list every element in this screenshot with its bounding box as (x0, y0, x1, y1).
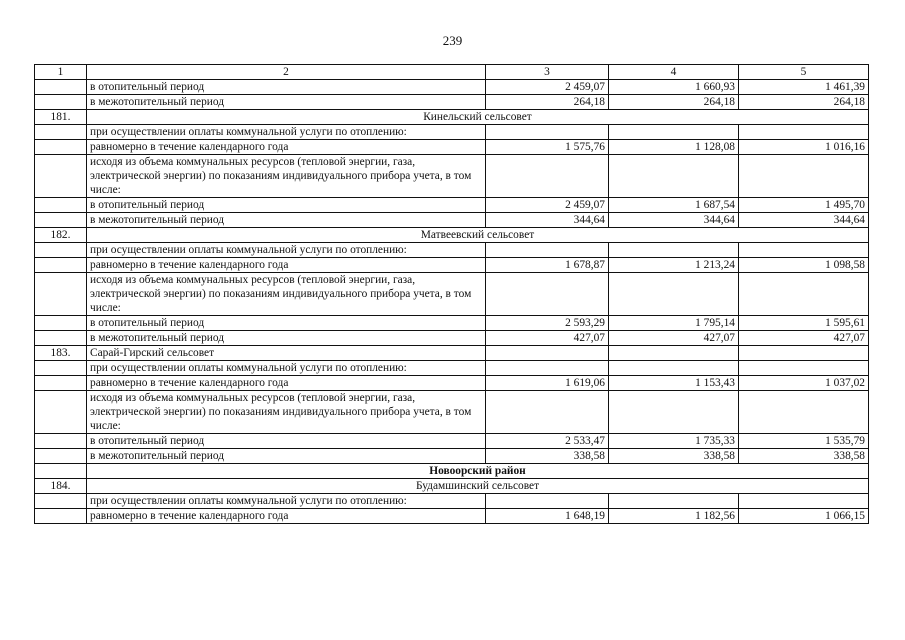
row-label: в отопительный период (87, 316, 486, 331)
row-index (35, 376, 87, 391)
value-col-5: 1 098,58 (739, 258, 869, 273)
row-index (35, 140, 87, 155)
table-row (35, 213, 869, 228)
table-row (35, 125, 869, 140)
row-index (35, 258, 87, 273)
value-col-3: 1 648,19 (486, 509, 609, 524)
section-title: Матвеевский сельсовет (87, 228, 869, 243)
value-col-4: 1 128,08 (609, 140, 739, 155)
row-index (35, 273, 87, 316)
value-col-4: 344,64 (609, 213, 739, 228)
table-row (35, 434, 869, 449)
value-col-4: 1 182,56 (609, 509, 739, 524)
table-row (35, 243, 869, 258)
row-label: при осуществлении оплаты коммунальной услуги по отоплению: (87, 361, 486, 376)
value-col-4: 264,18 (609, 95, 739, 110)
row-label: исходя из объема коммунальных ресурсов (тепловой энергии, газа, электрической энергии) по показаниям индивидуального прибора учета, в том числе: (87, 391, 486, 434)
row-label: в межотопительный период (87, 213, 486, 228)
value-col-3: 338,58 (486, 449, 609, 464)
row-index (35, 125, 87, 140)
row-index (35, 434, 87, 449)
table-row (35, 316, 869, 331)
value-col-3: 2 533,47 (486, 434, 609, 449)
value-col-5: 1 461,39 (739, 80, 869, 95)
header-col-4: 4 (609, 65, 739, 80)
row-index (35, 95, 87, 110)
row-index (35, 361, 87, 376)
value-col-3: 1 575,76 (486, 140, 609, 155)
value-col-5 (739, 243, 869, 258)
value-col-3: 427,07 (486, 331, 609, 346)
row-label: равномерно в течение календарного года (87, 509, 486, 524)
value-col-5: 264,18 (739, 95, 869, 110)
table-row (35, 494, 869, 509)
row-index (35, 331, 87, 346)
value-col-3 (486, 273, 609, 316)
row-index (35, 198, 87, 213)
row-index (35, 316, 87, 331)
value-col-5: 1 495,70 (739, 198, 869, 213)
row-index: 181. (35, 110, 87, 125)
table-body (35, 80, 869, 524)
value-col-5 (739, 346, 869, 361)
value-col-3: 2 459,07 (486, 80, 609, 95)
table-row (35, 361, 869, 376)
header-row (35, 65, 869, 80)
value-col-5 (739, 155, 869, 198)
value-col-5 (739, 391, 869, 434)
row-label: при осуществлении оплаты коммунальной услуги по отоплению: (87, 243, 486, 258)
value-col-4: 1 660,93 (609, 80, 739, 95)
row-label: Сарай-Гирский сельсовет (87, 346, 486, 361)
value-col-4 (609, 125, 739, 140)
value-col-5: 338,58 (739, 449, 869, 464)
row-index (35, 449, 87, 464)
row-label: равномерно в течение календарного года (87, 258, 486, 273)
table-row (35, 258, 869, 273)
table-row (35, 376, 869, 391)
row-index (35, 464, 87, 479)
section-row (35, 228, 869, 243)
value-col-4 (609, 273, 739, 316)
value-col-4 (609, 391, 739, 434)
value-col-3: 1 678,87 (486, 258, 609, 273)
value-col-4 (609, 361, 739, 376)
row-label: в отопительный период (87, 434, 486, 449)
section-title: Будамшинский сельсовет (87, 479, 869, 494)
row-index: 184. (35, 479, 87, 494)
table-row (35, 273, 869, 316)
value-col-3 (486, 155, 609, 198)
row-index (35, 391, 87, 434)
value-col-3: 264,18 (486, 95, 609, 110)
value-col-5 (739, 125, 869, 140)
row-index (35, 155, 87, 198)
value-col-3: 2 593,29 (486, 316, 609, 331)
district-row (35, 464, 869, 479)
header-col-2: 2 (87, 65, 486, 80)
value-col-3 (486, 494, 609, 509)
district-title: Новоорский район (87, 464, 869, 479)
value-col-5 (739, 273, 869, 316)
value-col-4: 427,07 (609, 331, 739, 346)
value-col-5: 1 535,79 (739, 434, 869, 449)
row-label: в отопительный период (87, 80, 486, 95)
value-col-4 (609, 346, 739, 361)
page-number: 239 (442, 33, 463, 48)
table-row (35, 80, 869, 95)
value-col-3 (486, 346, 609, 361)
row-index (35, 213, 87, 228)
value-col-5: 1 595,61 (739, 316, 869, 331)
row-label: в отопительный период (87, 198, 486, 213)
table-row (35, 391, 869, 434)
value-col-4 (609, 155, 739, 198)
header-col-3: 3 (486, 65, 609, 80)
row-index (35, 243, 87, 258)
value-col-5: 344,64 (739, 213, 869, 228)
value-col-4: 1 795,14 (609, 316, 739, 331)
row-label: исходя из объема коммунальных ресурсов (тепловой энергии, газа, электрической энергии) по показаниям индивидуального прибора учета, в том числе: (87, 273, 486, 316)
section-title: Кинельский сельсовет (87, 110, 869, 125)
value-col-5 (739, 494, 869, 509)
table-row (35, 155, 869, 198)
value-col-4 (609, 243, 739, 258)
row-label: при осуществлении оплаты коммунальной услуги по отоплению: (87, 494, 486, 509)
value-col-3: 344,64 (486, 213, 609, 228)
value-col-5: 1 066,15 (739, 509, 869, 524)
value-col-3 (486, 243, 609, 258)
row-index: 183. (35, 346, 87, 361)
value-col-5: 427,07 (739, 331, 869, 346)
row-index (35, 509, 87, 524)
table-row (35, 509, 869, 524)
table-row (35, 140, 869, 155)
header-col-5: 5 (739, 65, 869, 80)
row-label: исходя из объема коммунальных ресурсов (тепловой энергии, газа, электрической энергии) по показаниям индивидуального прибора учета, в том числе: (87, 155, 486, 198)
value-col-5 (739, 361, 869, 376)
row-label: при осуществлении оплаты коммунальной услуги по отоплению: (87, 125, 486, 140)
value-col-3 (486, 361, 609, 376)
value-col-5: 1 016,16 (739, 140, 869, 155)
row-index (35, 494, 87, 509)
value-col-4 (609, 494, 739, 509)
value-col-4: 338,58 (609, 449, 739, 464)
value-col-4: 1 153,43 (609, 376, 739, 391)
table-row (35, 331, 869, 346)
value-col-3: 2 459,07 (486, 198, 609, 213)
row-label: в межотопительный период (87, 331, 486, 346)
value-col-4: 1 213,24 (609, 258, 739, 273)
row-label: в межотопительный период (87, 449, 486, 464)
value-col-3 (486, 125, 609, 140)
table-row (35, 346, 869, 361)
value-col-3 (486, 391, 609, 434)
row-label: равномерно в течение календарного года (87, 376, 486, 391)
table-row (35, 95, 869, 110)
table-row (35, 198, 869, 213)
value-col-5: 1 037,02 (739, 376, 869, 391)
value-col-4: 1 735,33 (609, 434, 739, 449)
tariff-table (34, 64, 869, 524)
value-col-3: 1 619,06 (486, 376, 609, 391)
header-col-1: 1 (35, 65, 87, 80)
row-index (35, 80, 87, 95)
row-label: равномерно в течение календарного года (87, 140, 486, 155)
value-col-4: 1 687,54 (609, 198, 739, 213)
section-row (35, 110, 869, 125)
row-label: в межотопительный период (87, 95, 486, 110)
table-row (35, 449, 869, 464)
row-index: 182. (35, 228, 87, 243)
section-row (35, 479, 869, 494)
